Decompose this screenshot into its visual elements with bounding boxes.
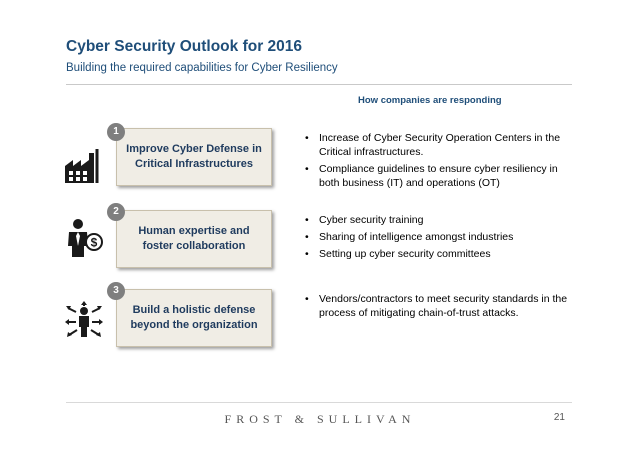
frost-sullivan-logo: FROST & SULLIVAN (224, 412, 416, 426)
step-badge-2: 2 (107, 203, 125, 221)
page-title: Cyber Security Outlook for 2016 (66, 38, 303, 55)
capability-box-3: Build a holistic defense beyond the organization (116, 289, 272, 347)
response-item: • Compliance guidelines to ensure cyber resiliency in both business (IT) and operations (OT) (305, 162, 575, 190)
response-list-3 (305, 292, 575, 323)
column-header: How companies are responding (358, 95, 502, 106)
response-item: • Setting up cyber security committees (305, 247, 575, 261)
footer-divider (66, 402, 572, 403)
expanding-arrows-icon (64, 300, 104, 340)
capability-box-2: Human expertise and foster collaboration (116, 210, 272, 268)
factory-icon (62, 146, 102, 186)
step-badge-3: 3 (107, 282, 125, 300)
svg-text:$: $ (90, 235, 98, 250)
page-subtitle: Building the required capabilities for Cyber Resiliency (66, 62, 338, 74)
response-item: • Vendors/contractors to meet security standards in the process of mitigating chain-of-trust attacks. (305, 292, 575, 320)
page-number: 21 (553, 412, 565, 423)
response-list-2 (305, 213, 575, 264)
response-list-1 (305, 131, 575, 193)
businessman-dollar-icon (64, 218, 104, 258)
response-item: • Cyber security training (305, 213, 575, 227)
step-badge-1: 1 (107, 123, 125, 141)
header-divider (66, 84, 572, 85)
response-item: • Sharing of intelligence amongst industries (305, 230, 575, 244)
response-item: • Increase of Cyber Security Operation Centers in the Critical infrastructures. (305, 131, 575, 159)
capability-box-1: Improve Cyber Defense in Critical Infrastructures (116, 128, 272, 186)
